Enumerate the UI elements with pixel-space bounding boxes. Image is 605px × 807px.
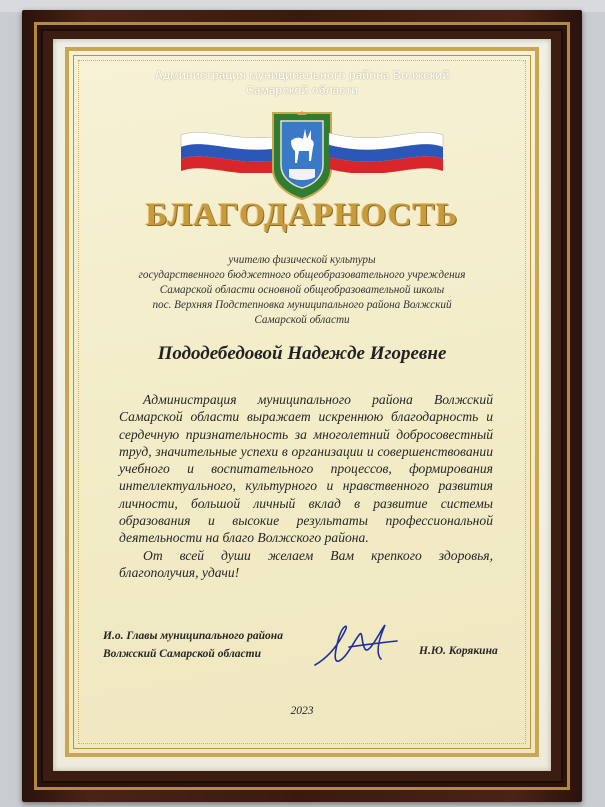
signatory-position-line-1: И.о. Главы муниципального района	[103, 630, 283, 642]
issuer-header	[69, 69, 535, 99]
samara-coat-of-arms-icon	[269, 111, 335, 201]
certificate-paper	[65, 47, 539, 757]
addressee-line-2: государственного бюджетного общеобразовательного учреждения	[138, 269, 466, 281]
gratitude-text	[119, 391, 493, 581]
addressee-block	[69, 253, 535, 328]
addressee-line-5: Самарской области	[254, 314, 350, 326]
signatory-position	[103, 627, 283, 663]
gratitude-paragraph-1: Администрация муниципального района Волжский Самарской области выражает искреннюю благодарность и сердечную признательность за многолетний добросовестный труд, значительные успехи в организации и совершенствовании учебного и воспитательного процессов, формирования интеллектуального, культурного и нравственного развития личности, большой личный вклад в развитие системы образования и высокие результаты профессиональной деятельности на благо Волжского района.	[119, 392, 493, 546]
signatory-position-line-2: Волжский Самарской области	[103, 648, 261, 660]
frame-inner-moulding	[41, 29, 563, 783]
issue-year: 2023	[290, 705, 314, 717]
signatory-name: Н.Ю. Корякина	[419, 645, 498, 657]
emblem-with-flags	[69, 111, 535, 201]
certificate-title: БЛАГОДАРНОСТЬ	[145, 197, 459, 233]
addressee-line-4: пос. Верхняя Подстепновка муниципального района Волжский	[152, 299, 452, 311]
recipient-name: Пододебедовой Надежде Игоревне	[157, 343, 447, 364]
frame-mat	[53, 39, 551, 771]
addressee-line-3: Самарской области основной общеобразовательной школы	[159, 284, 445, 296]
issuer-line-2: Самарской области	[245, 85, 359, 97]
russian-flag-left-icon	[179, 125, 297, 173]
handwritten-signature-icon	[309, 613, 401, 671]
picture-frame	[22, 10, 582, 802]
gratitude-paragraph-2: От всей души желаем Вам крепкого здоровья, благополучия, удачи!	[119, 547, 493, 580]
russian-flag-right-icon	[327, 125, 445, 173]
frame-gold-trim	[34, 22, 570, 790]
addressee-line-1: учителю физической культуры	[228, 254, 376, 266]
issuer-line-1: Администрация муниципального района Волжский	[154, 70, 450, 82]
